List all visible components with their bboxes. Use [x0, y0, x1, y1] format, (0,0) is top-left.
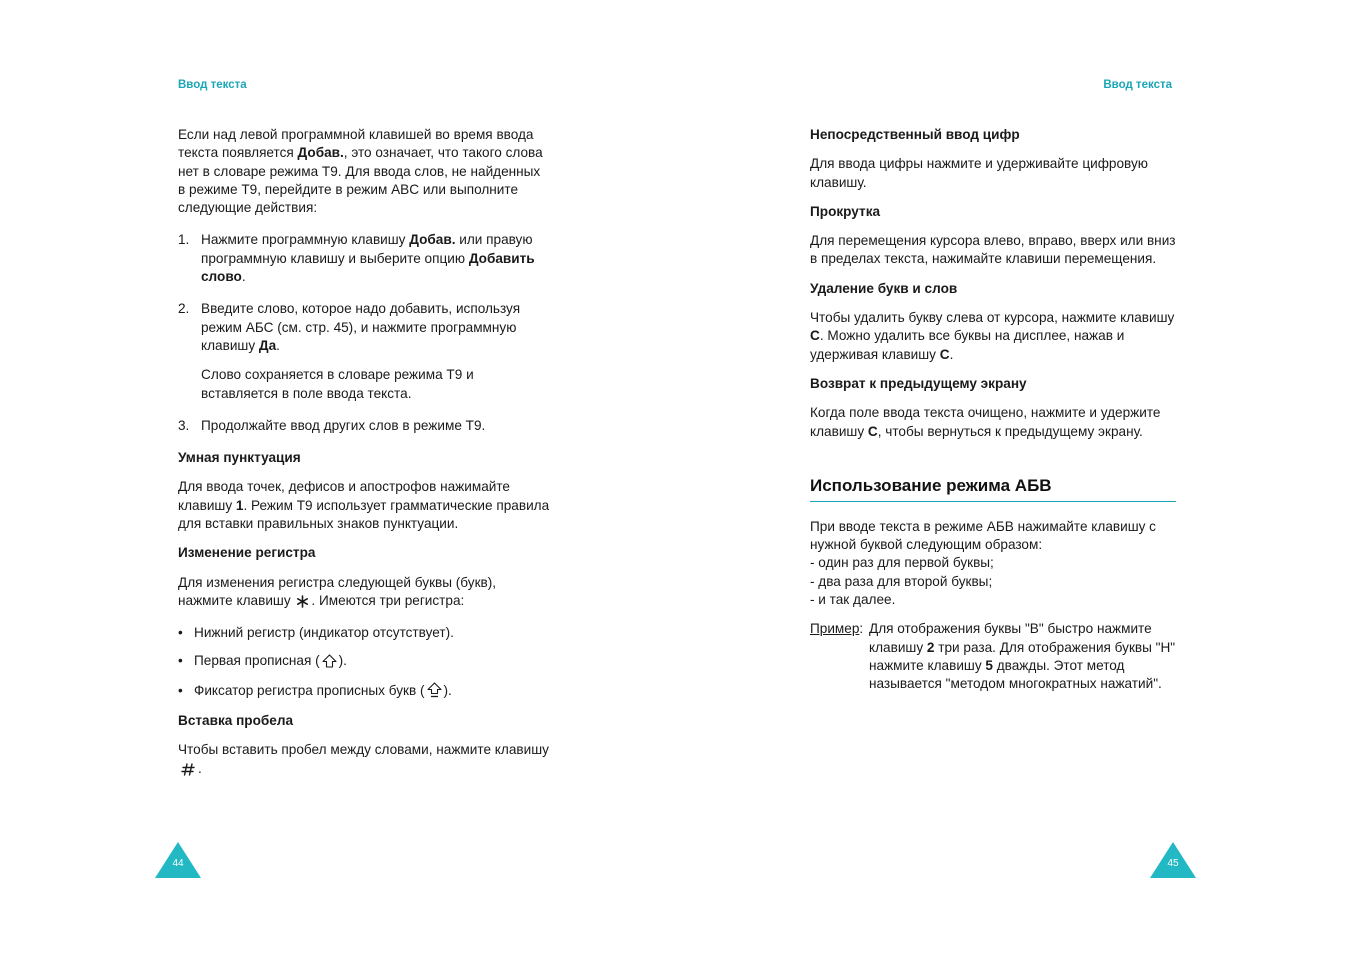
hash-key-icon	[180, 763, 196, 781]
digits-text: Для ввода цифры нажмите и удерживайте цифровую клавишу.	[810, 156, 1148, 190]
section-title: Использование режима АБВ	[810, 475, 1176, 502]
example-text: Для отображения буквы "В" быстро нажмите клавишу 2 три раза. Для отображения буквы "Н" нажмите клавишу 5 дважды. Этот метод называется "методом многократных нажатий".	[869, 621, 1176, 692]
intro-paragraph: Если над левой программной клавишей во время ввода текста появляется Добав., это означает, что такого слова нет в словаре режима T9. Для ввода слов, не найденных в режиме T9, перейдите в режим ABC или выполните следующие действия:	[178, 127, 543, 216]
caps-lock-arrow-icon	[427, 682, 442, 703]
step-2: 2. Введите слово, которое надо добавить, используя режим АБС (см. стр. 45), и нажмите программную клавишу Да.	[178, 301, 521, 353]
space-text: Чтобы вставить пробел между словами, нажмите клавишу .	[178, 741, 550, 781]
page-number: 44	[172, 858, 184, 869]
abc-mode-line: - и так далее.	[810, 592, 896, 608]
case-change-heading: Изменение регистра	[178, 545, 316, 561]
example-block: Пример: Для отображения буквы "В" быстро нажмите клавишу 2 три раза. Для отображения буквы "Н" нажмите клавишу 5 дважды. Этот метод называется "методом многократных нажатий".	[810, 620, 1176, 693]
running-head: Ввод текста	[1103, 79, 1172, 91]
case-item-lower: • Нижний регистр (индикатор отсутствует).	[178, 625, 454, 641]
example-label: Пример	[810, 621, 860, 637]
running-head: Ввод текста	[178, 79, 247, 91]
right-column	[810, 126, 1176, 694]
case-change-text: Для изменения регистра следующей буквы (букв), нажмите клавишу . Имеются три регистра:	[178, 574, 550, 614]
abc-mode-intro: При вводе текста в режиме АБВ нажимайте клавишу с нужной буквой следующим образом:	[810, 518, 1156, 553]
step-3: 3. Продолжайте ввод других слов в режиме T9.	[178, 417, 486, 433]
case-item-first-capital: • Первая прописная ( ).	[178, 652, 550, 673]
left-column	[178, 126, 550, 781]
step-1: 1. Нажмите программную клавишу Добав. или правую программную клавишу и выберите опцию Добавить слово.	[178, 232, 535, 285]
abc-mode-line: - один раз для первой буквы;	[810, 555, 994, 571]
space-heading: Вставка пробела	[178, 713, 294, 729]
delete-heading: Удаление букв и слов	[810, 280, 958, 296]
smart-punctuation-heading: Умная пунктуация	[178, 450, 301, 466]
step-2-note: Слово сохраняется в словаре режима T9 и вставляется в поле ввода текста.	[201, 367, 474, 401]
digits-heading: Непосредственный ввод цифр	[810, 127, 1020, 142]
shift-arrow-icon	[322, 654, 337, 673]
smart-punctuation-text: Для ввода точек, дефисов и апострофов нажимайте клавишу 1. Режим T9 использует грамматические правила для вставки правильных знаков пунктуации.	[178, 479, 550, 532]
back-text: Когда поле ввода текста очищено, нажмите и удержите клавишу C, чтобы вернуться к предыдущему экрану.	[810, 405, 1161, 439]
right-page	[676, 0, 1351, 954]
case-item-caps-lock: • Фиксатор регистра прописных букв ( ).	[178, 682, 550, 703]
scroll-text: Для перемещения курсора влево, вправо, вверх или вниз в пределах текста, нажимайте клавиши перемещения.	[810, 233, 1176, 267]
page-number-tab	[155, 842, 201, 878]
back-heading: Возврат к предыдущему экрану	[810, 375, 1027, 391]
scroll-heading: Прокрутка	[810, 203, 881, 219]
abc-mode-line: - два раза для второй буквы;	[810, 573, 993, 589]
delete-text: Чтобы удалить букву слева от курсора, нажмите клавишу C. Можно удалить все буквы на дисплее, нажав и удерживая клавишу C.	[810, 310, 1175, 362]
page-number: 45	[1167, 858, 1179, 869]
star-key-icon	[296, 595, 309, 613]
page-number-tab	[1150, 842, 1196, 878]
